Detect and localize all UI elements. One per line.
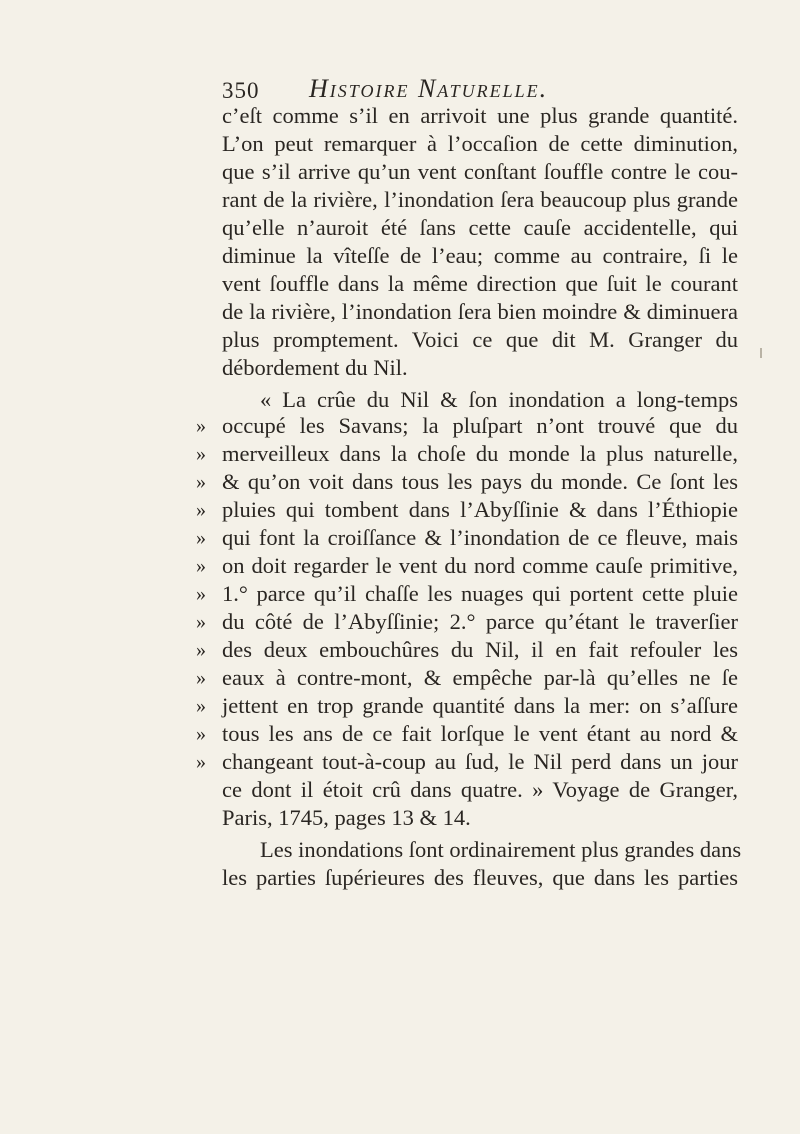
- text-line: débordement du Nil.: [222, 355, 408, 380]
- paper-speck: [760, 348, 762, 358]
- quote-line: & qu’on voit dans tous les pays du monde. Ce ſont les: [222, 469, 738, 494]
- text-line: c’eſt comme s’il en arrivoit une plus grande quantité.: [222, 103, 738, 128]
- quote-line: du côté de l’Abyſſinie; 2.° parce qu’étant le traverſier: [222, 609, 738, 634]
- quote-mark: »: [196, 443, 206, 465]
- quote-line: occupé les Savans; la pluſpart n’ont trouvé que du: [222, 413, 738, 438]
- quote-line: des deux embouchûres du Nil, il en fait refouler les: [222, 637, 738, 662]
- text-line: que s’il arrive qu’un vent conſtant ſouffle contre le cou-: [222, 159, 738, 184]
- quote-line: qui font la croiſſance & l’inondation de ce fleuve, mais: [222, 525, 738, 550]
- quote-mark: »: [196, 751, 206, 773]
- text-line: L’on peut remarquer à l’occaſion de cette diminution,: [222, 131, 738, 156]
- text-line: vent ſouffle dans la même direction que ſuit le courant: [222, 271, 738, 296]
- quote-mark: »: [196, 527, 206, 549]
- quote-mark: »: [196, 583, 206, 605]
- quote-mark: »: [196, 695, 206, 717]
- citation-line: ce dont il étoit crû dans quatre. » Voyage de Granger,: [222, 777, 738, 802]
- quote-line: merveilleux dans la choſe du monde la plus naturelle,: [222, 441, 738, 466]
- quote-mark: »: [196, 499, 206, 521]
- quote-mark: »: [196, 667, 206, 689]
- quote-line: on doit regarder le vent du nord comme cauſe primitive,: [222, 553, 738, 578]
- text-line: de la rivière, l’inondation ſera bien moindre & diminuera: [222, 299, 738, 324]
- quote-line: changeant tout-à-coup au ſud, le Nil perd dans un jour: [222, 749, 738, 774]
- quote-line: jettent en trop grande quantité dans la mer: on s’aſſure: [222, 693, 738, 718]
- quote-opening-line: « La crûe du Nil & ſon inondation a long-temps: [260, 387, 738, 412]
- text-line: les parties ſupérieures des fleuves, que dans les parties: [222, 865, 738, 890]
- quote-mark: »: [196, 555, 206, 577]
- citation-line: Paris, 1745, pages 13 & 14.: [222, 805, 471, 830]
- text-line: qu’elle n’auroit été ſans cette cauſe accidentelle, qui: [222, 215, 738, 240]
- paragraph-opening-line: Les inondations ſont ordinairement plus grandes dans: [260, 837, 742, 862]
- quote-line: pluies qui tombent dans l’Abyſſinie & dans l’Éthiopie: [222, 497, 738, 522]
- quote-line: 1.° parce qu’il chaſſe les nuages qui portent cette pluie: [222, 581, 738, 606]
- quote-mark: »: [196, 639, 206, 661]
- running-title: Histoire Naturelle.: [309, 74, 549, 103]
- text-line: plus promptement. Voici ce que dit M. Granger du: [222, 327, 738, 352]
- quote-mark: »: [196, 471, 206, 493]
- quote-mark: »: [196, 415, 206, 437]
- page-number: 350: [222, 78, 260, 103]
- quote-line: eaux à contre-mont, & empêche par-là qu’elles ne ſe: [222, 665, 738, 690]
- quote-mark: »: [196, 611, 206, 633]
- quote-mark: »: [196, 723, 206, 745]
- text-line: rant de la rivière, l’inondation ſera beaucoup plus grande: [222, 187, 738, 212]
- quote-line: tous les ans de ce fait lorſque le vent étant au nord &: [222, 721, 738, 746]
- text-line: diminue la vîteſſe de l’eau; comme au contraire, ſi le: [222, 243, 738, 268]
